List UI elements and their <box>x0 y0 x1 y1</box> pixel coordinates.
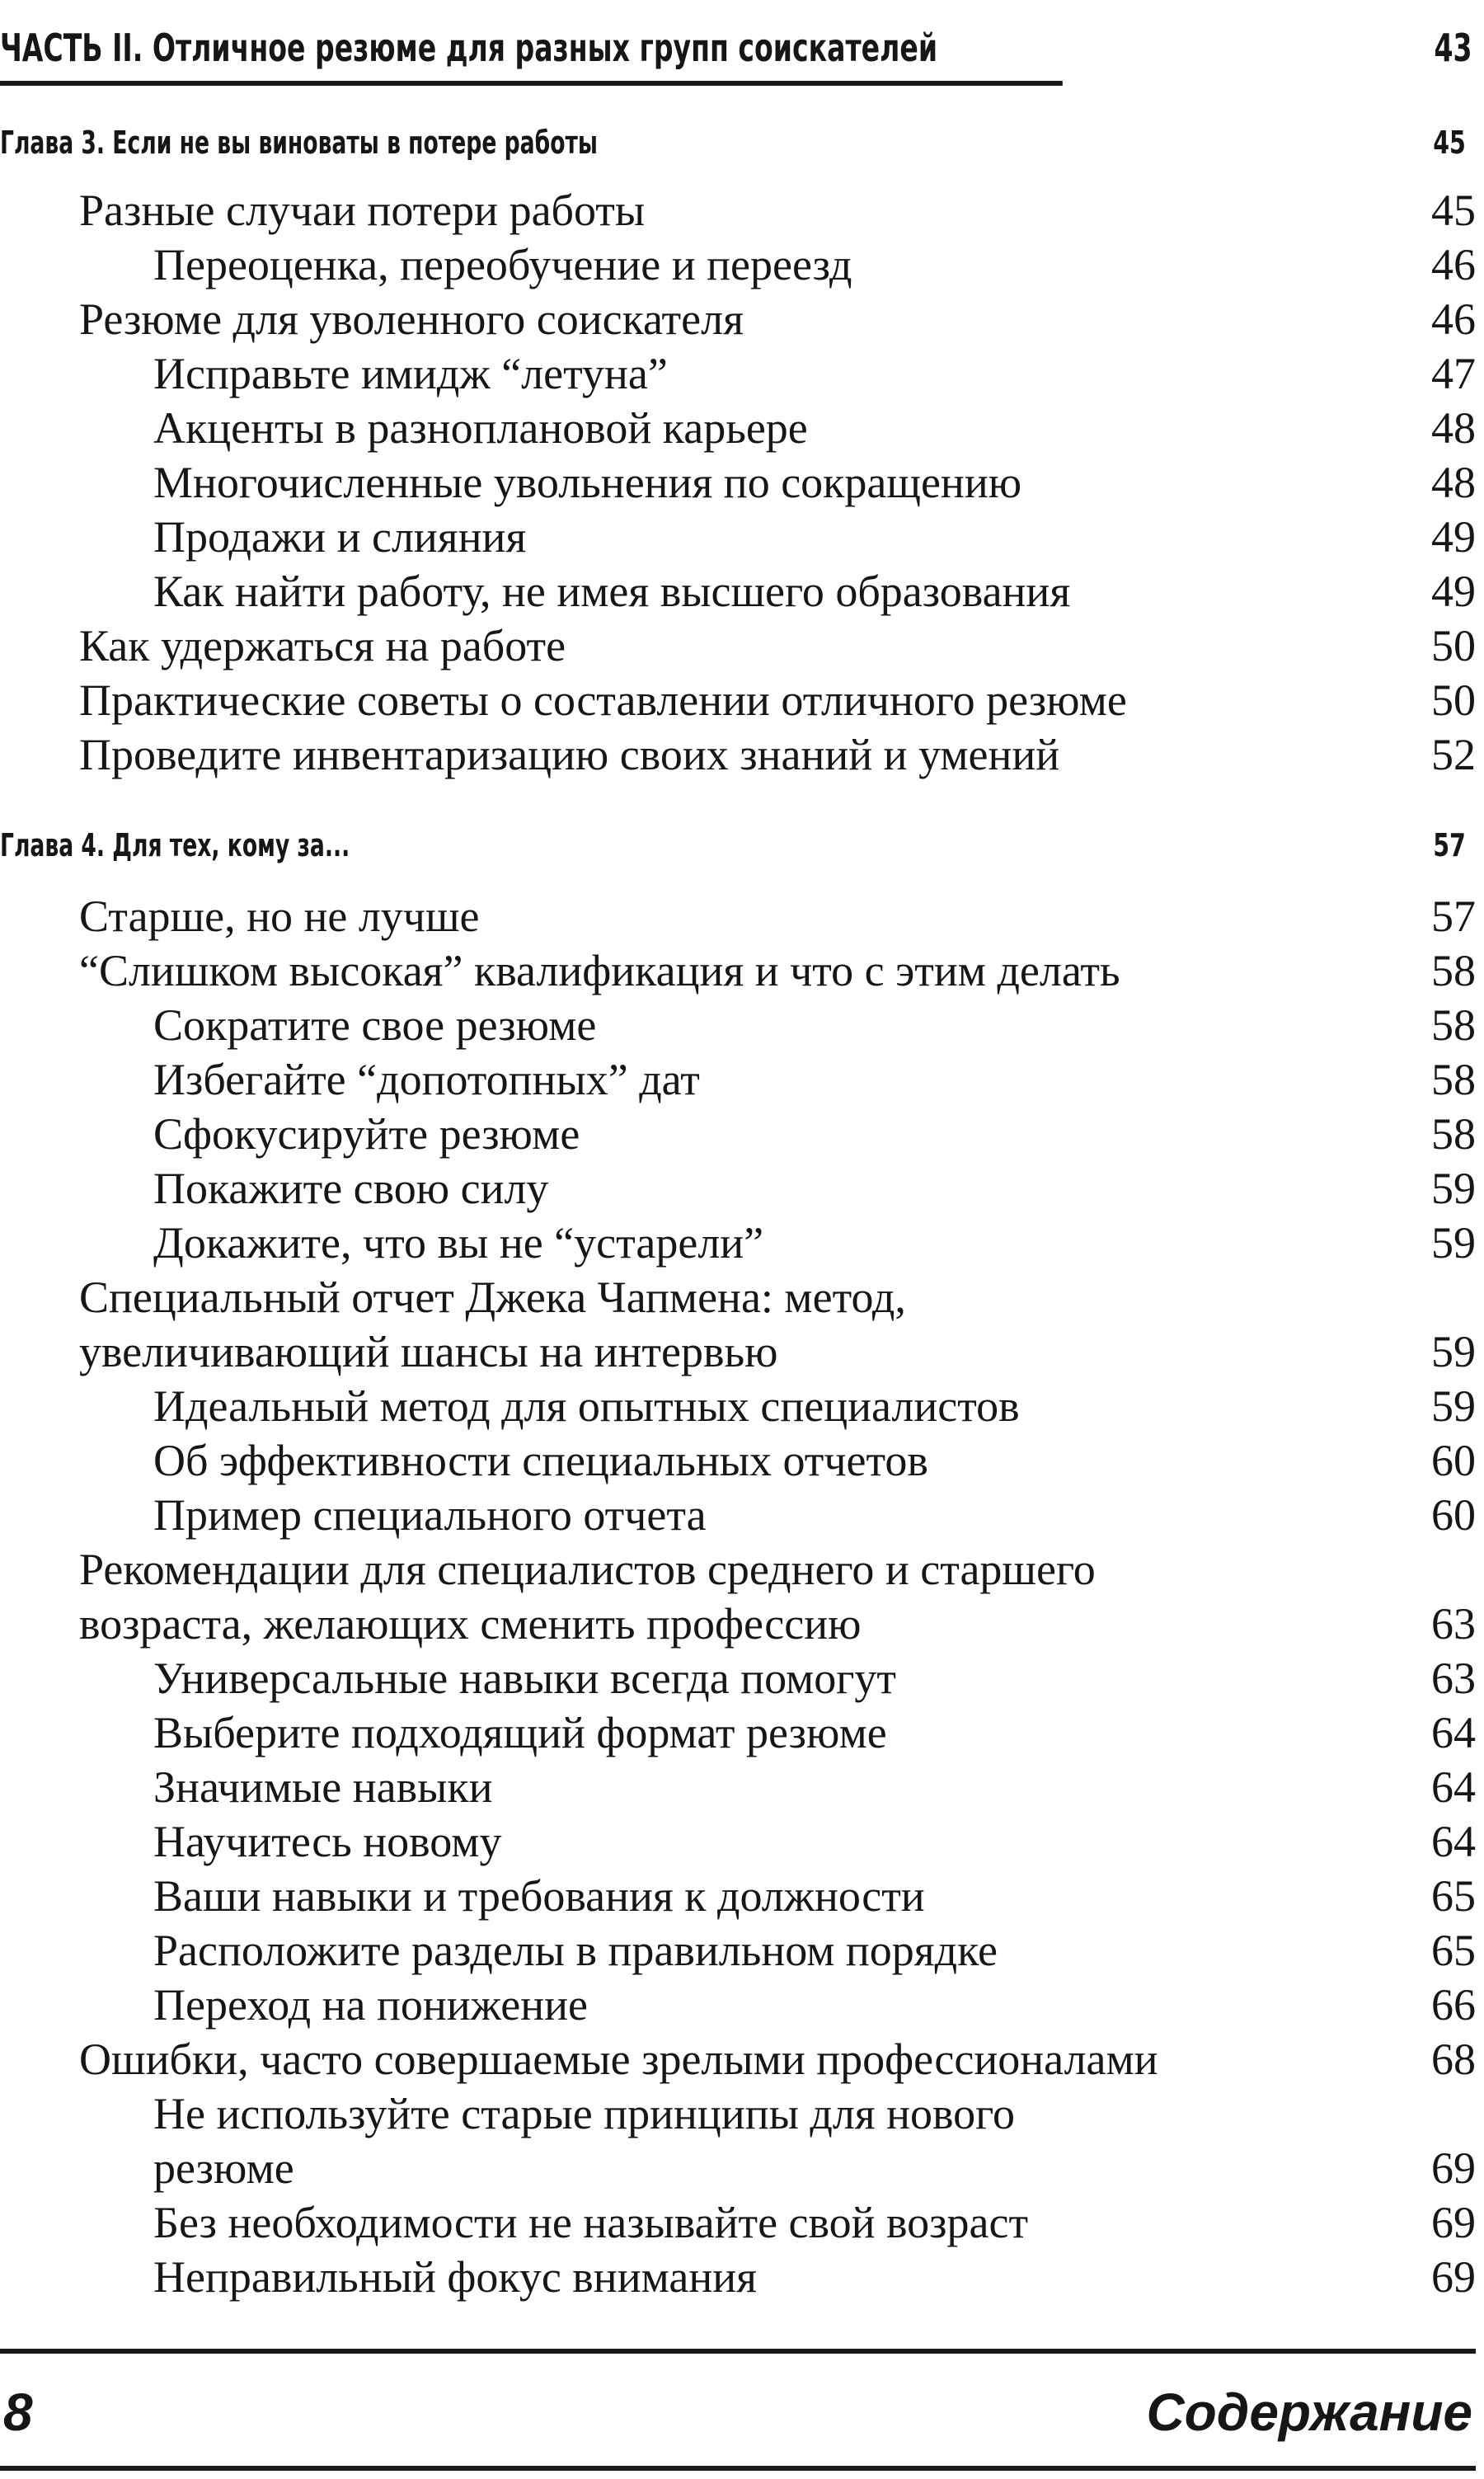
toc-entry-title: Значимые навыки <box>153 1762 493 1812</box>
toc-entry-page: 58 <box>1431 946 1476 995</box>
toc-entry <box>0 1978 1476 2032</box>
toc-entry-title: Докажите, что вы не “устарели” <box>153 1218 764 1268</box>
toc-entry-page: 59 <box>1431 1381 1476 1431</box>
footer-section-name: Содержание <box>1146 2383 1472 2442</box>
toc-entry <box>0 673 1476 727</box>
toc-entry-title: Продажи и слияния <box>153 512 527 562</box>
toc-entry-page: 58 <box>1431 1000 1476 1050</box>
footer-page-number: 8 <box>3 2383 33 2442</box>
toc-entry-page: 65 <box>1431 1926 1476 1975</box>
toc-entry <box>0 1270 1476 1324</box>
toc-entry <box>0 2141 1476 2195</box>
toc-entry-page: 69 <box>1431 2252 1476 2302</box>
part-heading <box>0 15 1472 86</box>
toc-entry-title: Разные случаи потери работы <box>79 186 646 235</box>
toc-entry <box>0 2032 1476 2086</box>
toc-entry-title: Без необходимости не называйте свой возраст <box>153 2198 1029 2247</box>
toc-entry-page: 64 <box>1431 1817 1476 1866</box>
toc-entry <box>0 183 1476 238</box>
toc-entry-title: Универсальные навыки всегда помогут <box>153 1653 896 1703</box>
toc-entry <box>0 1597 1476 1651</box>
toc-entry <box>0 1052 1476 1107</box>
page-footer <box>0 2367 1476 2458</box>
toc-entry-title: Неправильный фокус внимания <box>153 2252 758 2302</box>
toc-entry-page: 46 <box>1431 240 1476 289</box>
toc-entry-title: Сократите свое резюме <box>153 1000 597 1050</box>
chapter-4-page: 57 <box>1433 827 1466 863</box>
toc-entry-title: Переоценка, переобучение и переезд <box>153 240 852 289</box>
toc-entry-page: 68 <box>1431 2034 1476 2084</box>
toc-entry <box>0 1923 1476 1978</box>
toc-entry-page: 47 <box>1431 349 1476 398</box>
chapter-3-title: Глава 3. Если не вы виноваты в потере работы <box>0 125 598 161</box>
toc-entry-page: 69 <box>1431 2198 1476 2247</box>
toc-entry-title: Проведите инвентаризацию своих знаний и умений <box>79 730 1060 779</box>
part-page: 43 <box>1434 26 1472 70</box>
chapter-3-page: 45 <box>1433 125 1466 161</box>
toc-entry <box>0 564 1476 619</box>
toc-entry <box>0 401 1476 455</box>
toc-entry-page: 60 <box>1431 1436 1476 1485</box>
toc-entry-page: 50 <box>1431 675 1476 725</box>
toc-entry-page: 66 <box>1431 1980 1476 2030</box>
toc-entry-page: 49 <box>1431 567 1476 616</box>
toc-entry-page: 57 <box>1431 891 1476 941</box>
toc-entry <box>0 1651 1476 1705</box>
toc-entry <box>0 889 1476 943</box>
toc-entry-title: резюме <box>153 2143 294 2193</box>
toc-entry-page: 58 <box>1431 1055 1476 1104</box>
toc-entry <box>0 1216 1476 1270</box>
toc-entry-page: 59 <box>1431 1327 1476 1376</box>
toc-entry <box>0 1814 1476 1869</box>
toc-entry-title: увеличивающий шансы на интервью <box>79 1327 778 1376</box>
toc-entry-title: Научитесь новому <box>153 1817 502 1866</box>
toc-entry-page: 45 <box>1431 186 1476 235</box>
toc-entry-title: Исправьте имидж “летуна” <box>153 349 668 398</box>
toc-entry-title: Как удержаться на работе <box>79 621 566 670</box>
toc-entry <box>0 1433 1476 1488</box>
toc-entry <box>0 998 1476 1052</box>
footer-rule-bottom <box>0 2466 1476 2471</box>
toc-entry-page: 60 <box>1431 1490 1476 1540</box>
toc-entry-page: 63 <box>1431 1653 1476 1703</box>
toc-entry-page: 46 <box>1431 294 1476 344</box>
toc-entry-page: 48 <box>1431 403 1476 453</box>
toc-entry-title: Резюме для уволенного соискателя <box>79 294 744 344</box>
toc-entry-title: Выберите подходящий формат резюме <box>153 1708 887 1757</box>
toc-entry <box>0 455 1476 510</box>
toc-entry <box>0 1488 1476 1542</box>
toc-entry-title: Не используйте старые принципы для нового <box>153 2089 1015 2138</box>
toc-entry-page: 63 <box>1431 1599 1476 1649</box>
toc-entry <box>0 2250 1476 2304</box>
toc-entry-page: 59 <box>1431 1218 1476 1268</box>
toc-entry-page: 65 <box>1431 1871 1476 1921</box>
toc-entry <box>0 1705 1476 1760</box>
toc-entry <box>0 2195 1476 2250</box>
toc-entry <box>0 727 1476 782</box>
toc-entry <box>0 1107 1476 1161</box>
toc-entry-title: Ваши навыки и требования к должности <box>153 1871 925 1921</box>
toc-entry <box>0 292 1476 346</box>
toc-entry <box>0 1161 1476 1216</box>
toc-entry <box>0 238 1476 292</box>
toc-entry-title: Многочисленные увольнения по сокращению <box>153 458 1022 507</box>
toc-entry-page: 64 <box>1431 1708 1476 1757</box>
chapter-4-title: Глава 4. Для тех, кому за... <box>0 827 350 863</box>
toc-entry <box>0 346 1476 401</box>
toc-entry <box>0 2086 1476 2141</box>
toc-entry-title: Об эффективности специальных отчетов <box>153 1436 928 1485</box>
toc-entry-title: Расположите разделы в правильном порядке <box>153 1926 998 1975</box>
toc-entry-title: Пример специального отчета <box>153 1490 707 1540</box>
toc-entry <box>0 1379 1476 1433</box>
part-title: ЧАСТЬ II. Отличное резюме для разных групп соискателей <box>0 26 938 70</box>
toc-entry-title: “Слишком высокая” квалификация и что с этим делать <box>79 946 1120 995</box>
chapter-3-heading <box>0 115 1468 170</box>
chapter-4-entries <box>0 889 1476 2304</box>
toc-entry <box>0 510 1476 564</box>
toc-entry-page: 48 <box>1431 458 1476 507</box>
toc-entry-title: Ошибки, часто совершаемые зрелыми профессионалами <box>79 2034 1158 2084</box>
toc-entry <box>0 943 1476 998</box>
toc-entry-page: 69 <box>1431 2143 1476 2193</box>
toc-entry-page: 50 <box>1431 621 1476 670</box>
toc-entry-title: Старше, но не лучше <box>79 891 480 941</box>
toc-entry-title: Как найти работу, не имея высшего образования <box>153 567 1071 616</box>
toc-entry-title: Акценты в разноплановой карьере <box>153 403 808 453</box>
toc-entry-title: Сфокусируйте резюме <box>153 1109 580 1159</box>
toc-entry <box>0 1869 1476 1923</box>
toc-entry-page: 49 <box>1431 512 1476 562</box>
toc-entry-title: Специальный отчет Джека Чапмена: метод, <box>79 1272 906 1322</box>
toc-entry <box>0 1324 1476 1379</box>
toc-entry-title: Переход на понижение <box>153 1980 588 2030</box>
toc-entry-page: 52 <box>1431 730 1476 779</box>
toc-entry <box>0 619 1476 673</box>
toc-entry-title: Идеальный метод для опытных специалистов <box>153 1381 1020 1431</box>
toc-entry-title: возраста, желающих сменить профессию <box>79 1599 862 1649</box>
toc-entry-page: 58 <box>1431 1109 1476 1159</box>
toc-entry-title: Практические советы о составлении отличного резюме <box>79 675 1127 725</box>
toc-entry-page: 59 <box>1431 1164 1476 1213</box>
toc-entry-title: Покажите свою силу <box>153 1164 549 1213</box>
toc-entry <box>0 1760 1476 1814</box>
toc-entry-title: Избегайте “допотопных” дат <box>153 1055 700 1104</box>
toc-entry-title: Рекомендации для специалистов среднего и старшего <box>79 1545 1096 1594</box>
chapter-4-heading <box>0 818 1468 873</box>
toc-entry <box>0 1542 1476 1597</box>
footer-rule-top <box>0 2349 1476 2354</box>
chapter-3-entries <box>0 183 1476 782</box>
toc-entry-page: 64 <box>1431 1762 1476 1812</box>
